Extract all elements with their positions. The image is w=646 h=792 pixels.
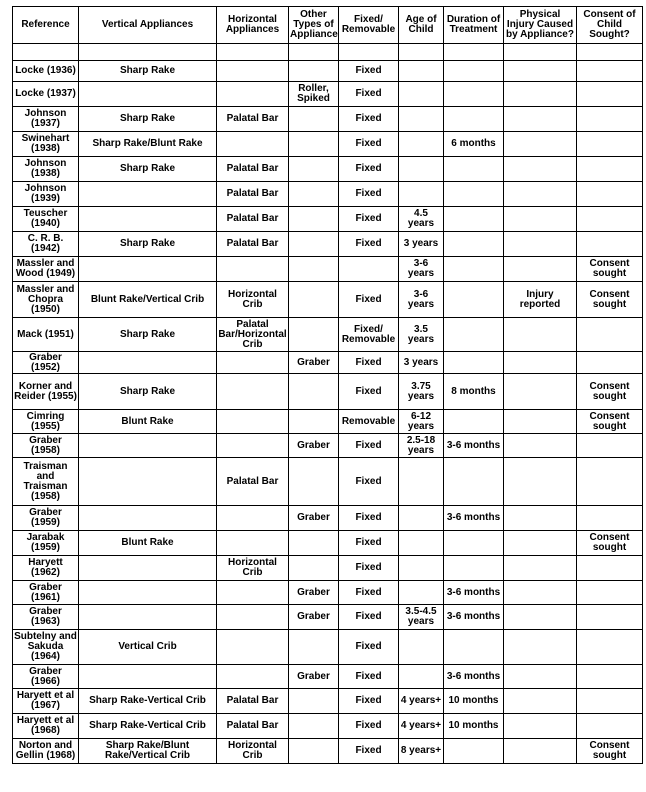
cell-dur bbox=[444, 352, 504, 374]
cell-age bbox=[399, 132, 444, 157]
cell-other bbox=[289, 257, 339, 282]
cell-fixed: Fixed bbox=[339, 282, 399, 318]
cell-dur bbox=[444, 61, 504, 82]
cell-fixed: Fixed bbox=[339, 506, 399, 531]
cell-dur: 6 months bbox=[444, 132, 504, 157]
cell-horiz: Palatal Bar bbox=[217, 714, 289, 739]
cell-fixed: Fixed bbox=[339, 714, 399, 739]
cell-ref: Locke (1937) bbox=[13, 82, 79, 107]
table-row bbox=[13, 182, 643, 207]
cell-ref: Johnson (1939) bbox=[13, 182, 79, 207]
cell-age: 3-6 years bbox=[399, 257, 444, 282]
empty-cell bbox=[577, 44, 643, 61]
cell-ref: Haryett et al (1968) bbox=[13, 714, 79, 739]
cell-dur bbox=[444, 182, 504, 207]
cell-vert bbox=[79, 434, 217, 458]
table-row bbox=[13, 61, 643, 82]
cell-vert bbox=[79, 352, 217, 374]
cell-vert bbox=[79, 506, 217, 531]
cell-fixed: Fixed bbox=[339, 605, 399, 630]
cell-fixed: Fixed bbox=[339, 630, 399, 665]
cell-injury bbox=[504, 714, 577, 739]
table-row bbox=[13, 257, 643, 282]
cell-vert: Sharp Rake bbox=[79, 107, 217, 132]
cell-age: 3 years bbox=[399, 232, 444, 257]
table-row bbox=[13, 410, 643, 434]
cell-ref: Locke (1936) bbox=[13, 61, 79, 82]
header-fixed-removable: Fixed/ Removable bbox=[339, 7, 399, 44]
cell-injury bbox=[504, 132, 577, 157]
header-reference: Reference bbox=[13, 7, 79, 44]
cell-age: 3.5 years bbox=[399, 318, 444, 352]
cell-consent bbox=[577, 605, 643, 630]
cell-consent bbox=[577, 182, 643, 207]
cell-horiz bbox=[217, 61, 289, 82]
cell-other bbox=[289, 132, 339, 157]
cell-ref: Johnson (1938) bbox=[13, 157, 79, 182]
cell-horiz bbox=[217, 82, 289, 107]
cell-ref: Norton and Gellin (1968) bbox=[13, 739, 79, 764]
header-horizontal-appliances: Horizontal Appliances bbox=[217, 7, 289, 44]
cell-dur bbox=[444, 630, 504, 665]
cell-fixed: Fixed bbox=[339, 581, 399, 605]
cell-fixed: Fixed bbox=[339, 374, 399, 410]
header-consent: Consent of Child Sought? bbox=[577, 7, 643, 44]
cell-dur bbox=[444, 282, 504, 318]
cell-fixed: Fixed bbox=[339, 157, 399, 182]
cell-consent bbox=[577, 714, 643, 739]
cell-fixed: Fixed bbox=[339, 556, 399, 581]
cell-horiz bbox=[217, 434, 289, 458]
cell-age bbox=[399, 182, 444, 207]
cell-other: Graber bbox=[289, 434, 339, 458]
header-vertical-appliances: Vertical Appliances bbox=[79, 7, 217, 44]
cell-horiz: Horizontal Crib bbox=[217, 556, 289, 581]
cell-horiz bbox=[217, 531, 289, 556]
cell-ref: Graber (1952) bbox=[13, 352, 79, 374]
cell-consent bbox=[577, 689, 643, 714]
cell-other bbox=[289, 410, 339, 434]
cell-vert bbox=[79, 605, 217, 630]
cell-consent bbox=[577, 107, 643, 132]
cell-vert: Sharp Rake bbox=[79, 318, 217, 352]
cell-vert: Sharp Rake-Vertical Crib bbox=[79, 689, 217, 714]
cell-fixed: Fixed/ Removable bbox=[339, 318, 399, 352]
cell-age bbox=[399, 630, 444, 665]
empty-cell bbox=[13, 44, 79, 61]
empty-cell bbox=[289, 44, 339, 61]
cell-age bbox=[399, 581, 444, 605]
cell-consent: Consent sought bbox=[577, 410, 643, 434]
table-row bbox=[13, 630, 643, 665]
cell-vert bbox=[79, 182, 217, 207]
cell-other bbox=[289, 630, 339, 665]
cell-injury bbox=[504, 506, 577, 531]
cell-injury bbox=[504, 739, 577, 764]
table-row bbox=[13, 352, 643, 374]
cell-other bbox=[289, 207, 339, 232]
cell-ref: Graber (1963) bbox=[13, 605, 79, 630]
cell-horiz bbox=[217, 410, 289, 434]
cell-other bbox=[289, 531, 339, 556]
cell-consent bbox=[577, 352, 643, 374]
cell-fixed: Fixed bbox=[339, 232, 399, 257]
cell-injury bbox=[504, 182, 577, 207]
cell-dur: 3-6 months bbox=[444, 665, 504, 689]
cell-vert: Vertical Crib bbox=[79, 630, 217, 665]
cell-ref: Graber (1966) bbox=[13, 665, 79, 689]
empty-cell bbox=[444, 44, 504, 61]
appliance-studies-table bbox=[12, 6, 643, 764]
table-row bbox=[13, 581, 643, 605]
cell-other bbox=[289, 182, 339, 207]
cell-vert: Sharp Rake bbox=[79, 61, 217, 82]
cell-dur bbox=[444, 157, 504, 182]
cell-other bbox=[289, 61, 339, 82]
cell-vert: Sharp Rake-Vertical Crib bbox=[79, 714, 217, 739]
cell-horiz: Horizontal Crib bbox=[217, 282, 289, 318]
cell-other: Graber bbox=[289, 581, 339, 605]
cell-ref: Cimring (1955) bbox=[13, 410, 79, 434]
cell-consent bbox=[577, 157, 643, 182]
cell-ref: Traisman and Traisman (1958) bbox=[13, 458, 79, 506]
cell-dur bbox=[444, 232, 504, 257]
cell-horiz bbox=[217, 257, 289, 282]
cell-age: 2.5-18 years bbox=[399, 434, 444, 458]
cell-ref: Haryett (1962) bbox=[13, 556, 79, 581]
cell-horiz bbox=[217, 665, 289, 689]
cell-ref: Subtelny and Sakuda (1964) bbox=[13, 630, 79, 665]
cell-consent bbox=[577, 61, 643, 82]
cell-other bbox=[289, 714, 339, 739]
cell-fixed: Fixed bbox=[339, 182, 399, 207]
cell-dur bbox=[444, 458, 504, 506]
cell-fixed: Fixed bbox=[339, 132, 399, 157]
table-row bbox=[13, 132, 643, 157]
empty-cell bbox=[504, 44, 577, 61]
cell-fixed: Fixed bbox=[339, 739, 399, 764]
table-row bbox=[13, 107, 643, 132]
table-row bbox=[13, 689, 643, 714]
cell-horiz: Palatal Bar bbox=[217, 107, 289, 132]
table-row bbox=[13, 207, 643, 232]
cell-vert: Blunt Rake bbox=[79, 410, 217, 434]
cell-vert bbox=[79, 458, 217, 506]
cell-horiz: Palatal Bar bbox=[217, 458, 289, 506]
cell-injury bbox=[504, 232, 577, 257]
cell-age bbox=[399, 458, 444, 506]
cell-horiz bbox=[217, 374, 289, 410]
cell-dur: 3-6 months bbox=[444, 434, 504, 458]
cell-injury: Injury reported bbox=[504, 282, 577, 318]
cell-age bbox=[399, 531, 444, 556]
cell-dur bbox=[444, 318, 504, 352]
cell-fixed: Fixed bbox=[339, 207, 399, 232]
cell-horiz bbox=[217, 352, 289, 374]
cell-ref: Jarabak (1959) bbox=[13, 531, 79, 556]
cell-ref: Massler and Wood (1949) bbox=[13, 257, 79, 282]
cell-fixed: Removable bbox=[339, 410, 399, 434]
cell-ref: Swinehart (1938) bbox=[13, 132, 79, 157]
cell-vert: Blunt Rake/Vertical Crib bbox=[79, 282, 217, 318]
header-row bbox=[13, 7, 643, 44]
cell-ref: Korner and Reider (1955) bbox=[13, 374, 79, 410]
cell-vert: Sharp Rake/Blunt Rake/Vertical Crib bbox=[79, 739, 217, 764]
cell-ref: Mack (1951) bbox=[13, 318, 79, 352]
cell-consent bbox=[577, 207, 643, 232]
table-row bbox=[13, 282, 643, 318]
cell-injury bbox=[504, 630, 577, 665]
cell-fixed: Fixed bbox=[339, 107, 399, 132]
table-row bbox=[13, 157, 643, 182]
cell-consent: Consent sought bbox=[577, 531, 643, 556]
cell-fixed: Fixed bbox=[339, 61, 399, 82]
cell-injury bbox=[504, 410, 577, 434]
cell-ref: Graber (1959) bbox=[13, 506, 79, 531]
cell-ref: Graber (1958) bbox=[13, 434, 79, 458]
cell-injury bbox=[504, 605, 577, 630]
cell-fixed: Fixed bbox=[339, 434, 399, 458]
table-body bbox=[13, 44, 643, 764]
cell-fixed: Fixed bbox=[339, 458, 399, 506]
table-row bbox=[13, 374, 643, 410]
table-row bbox=[13, 506, 643, 531]
cell-age: 4.5 years bbox=[399, 207, 444, 232]
cell-age: 3 years bbox=[399, 352, 444, 374]
cell-horiz: Horizontal Crib bbox=[217, 739, 289, 764]
table-row bbox=[13, 232, 643, 257]
cell-consent bbox=[577, 82, 643, 107]
cell-age: 3-6 years bbox=[399, 282, 444, 318]
cell-injury bbox=[504, 61, 577, 82]
cell-consent bbox=[577, 556, 643, 581]
cell-consent: Consent sought bbox=[577, 739, 643, 764]
cell-age bbox=[399, 82, 444, 107]
cell-age: 6-12 years bbox=[399, 410, 444, 434]
cell-injury bbox=[504, 157, 577, 182]
cell-age bbox=[399, 157, 444, 182]
cell-age bbox=[399, 556, 444, 581]
table-row bbox=[13, 605, 643, 630]
cell-other: Graber bbox=[289, 605, 339, 630]
cell-injury bbox=[504, 556, 577, 581]
table-row bbox=[13, 531, 643, 556]
cell-fixed: Fixed bbox=[339, 352, 399, 374]
cell-age bbox=[399, 61, 444, 82]
cell-injury bbox=[504, 374, 577, 410]
cell-horiz: Palatal Bar bbox=[217, 232, 289, 257]
cell-fixed: Fixed bbox=[339, 665, 399, 689]
cell-fixed bbox=[339, 257, 399, 282]
cell-other bbox=[289, 374, 339, 410]
cell-consent: Consent sought bbox=[577, 257, 643, 282]
cell-ref: Graber (1961) bbox=[13, 581, 79, 605]
cell-dur bbox=[444, 257, 504, 282]
cell-vert bbox=[79, 207, 217, 232]
cell-other bbox=[289, 458, 339, 506]
cell-dur bbox=[444, 531, 504, 556]
cell-age: 8 years+ bbox=[399, 739, 444, 764]
cell-fixed: Fixed bbox=[339, 531, 399, 556]
cell-horiz: Palatal Bar/Horizontal Crib bbox=[218, 318, 287, 350]
cell-dur: 3-6 months bbox=[444, 605, 504, 630]
cell-vert bbox=[79, 82, 217, 107]
cell-dur: 10 months bbox=[444, 714, 504, 739]
cell-ref: Haryett et al (1967) bbox=[13, 689, 79, 714]
cell-consent bbox=[577, 318, 643, 352]
cell-ref: Teuscher (1940) bbox=[13, 207, 79, 232]
cell-consent bbox=[577, 434, 643, 458]
cell-injury bbox=[504, 434, 577, 458]
cell-dur bbox=[444, 410, 504, 434]
cell-dur: 8 months bbox=[444, 374, 504, 410]
empty-cell bbox=[79, 44, 217, 61]
cell-age: 3.75 years bbox=[399, 374, 444, 410]
cell-other: Graber bbox=[289, 352, 339, 374]
cell-dur bbox=[444, 556, 504, 581]
cell-other bbox=[289, 157, 339, 182]
cell-other: Roller, Spiked bbox=[289, 82, 339, 107]
cell-injury bbox=[504, 107, 577, 132]
cell-horiz bbox=[217, 132, 289, 157]
header-physical-injury: Physical Injury Caused by Appliance? bbox=[504, 7, 577, 44]
empty-cell bbox=[399, 44, 444, 61]
cell-consent bbox=[577, 458, 643, 506]
cell-other: Graber bbox=[289, 506, 339, 531]
cell-other bbox=[289, 282, 339, 318]
cell-dur bbox=[444, 207, 504, 232]
cell-dur bbox=[444, 107, 504, 132]
cell-other bbox=[289, 318, 339, 352]
cell-horiz bbox=[217, 630, 289, 665]
table-row bbox=[13, 434, 643, 458]
cell-other bbox=[289, 556, 339, 581]
cell-injury bbox=[504, 82, 577, 107]
header-age-of-child: Age of Child bbox=[399, 7, 444, 44]
cell-vert: Sharp Rake bbox=[79, 157, 217, 182]
cell-vert bbox=[79, 581, 217, 605]
empty-row bbox=[13, 44, 643, 61]
cell-fixed: Fixed bbox=[339, 82, 399, 107]
cell-vert bbox=[79, 556, 217, 581]
cell-vert: Sharp Rake bbox=[79, 232, 217, 257]
cell-injury bbox=[504, 531, 577, 556]
cell-dur: 3-6 months bbox=[444, 581, 504, 605]
empty-cell bbox=[339, 44, 399, 61]
cell-injury bbox=[504, 257, 577, 282]
cell-injury bbox=[504, 318, 577, 352]
cell-other bbox=[289, 232, 339, 257]
cell-injury bbox=[504, 207, 577, 232]
table-row bbox=[13, 556, 643, 581]
cell-horiz: Palatal Bar bbox=[217, 157, 289, 182]
cell-vert: Blunt Rake bbox=[79, 531, 217, 556]
cell-horiz: Palatal Bar bbox=[217, 689, 289, 714]
cell-age: 3.5-4.5 years bbox=[399, 605, 444, 630]
cell-dur bbox=[444, 739, 504, 764]
cell-dur: 10 months bbox=[444, 689, 504, 714]
cell-other: Graber bbox=[289, 665, 339, 689]
table-row bbox=[13, 318, 643, 352]
cell-other bbox=[289, 689, 339, 714]
cell-horiz bbox=[217, 605, 289, 630]
cell-injury bbox=[504, 665, 577, 689]
header-other-types: Other Types of Appliance bbox=[289, 7, 339, 44]
table-row bbox=[13, 458, 643, 506]
cell-injury bbox=[504, 352, 577, 374]
cell-consent bbox=[577, 132, 643, 157]
empty-cell bbox=[217, 44, 289, 61]
cell-consent bbox=[577, 630, 643, 665]
cell-vert: Sharp Rake/Blunt Rake bbox=[79, 132, 217, 157]
cell-other bbox=[289, 739, 339, 764]
cell-consent bbox=[577, 581, 643, 605]
cell-horiz bbox=[217, 581, 289, 605]
cell-consent: Consent sought bbox=[577, 282, 643, 318]
cell-consent bbox=[577, 232, 643, 257]
cell-vert bbox=[79, 257, 217, 282]
cell-fixed: Fixed bbox=[339, 689, 399, 714]
cell-consent bbox=[577, 665, 643, 689]
cell-injury bbox=[504, 581, 577, 605]
cell-age bbox=[399, 665, 444, 689]
table-row bbox=[13, 665, 643, 689]
cell-horiz bbox=[217, 506, 289, 531]
cell-age bbox=[399, 107, 444, 132]
cell-vert bbox=[79, 665, 217, 689]
cell-consent bbox=[577, 506, 643, 531]
cell-horiz: Palatal Bar bbox=[217, 182, 289, 207]
cell-age: 4 years+ bbox=[399, 714, 444, 739]
cell-ref: C. R. B. (1942) bbox=[13, 232, 79, 257]
cell-ref: Johnson (1937) bbox=[13, 107, 79, 132]
cell-vert: Sharp Rake bbox=[79, 374, 217, 410]
cell-dur bbox=[444, 82, 504, 107]
cell-horiz: Palatal Bar bbox=[217, 207, 289, 232]
cell-injury bbox=[504, 689, 577, 714]
cell-ref: Massler and Chopra (1950) bbox=[13, 282, 79, 318]
cell-consent: Consent sought bbox=[577, 374, 643, 410]
table-row bbox=[13, 739, 643, 764]
cell-dur: 3-6 months bbox=[444, 506, 504, 531]
cell-age: 4 years+ bbox=[399, 689, 444, 714]
cell-other bbox=[289, 107, 339, 132]
table-row bbox=[13, 714, 643, 739]
cell-age bbox=[399, 506, 444, 531]
header-duration: Duration of Treatment bbox=[444, 7, 504, 44]
table-row bbox=[13, 82, 643, 107]
cell-injury bbox=[504, 458, 577, 506]
